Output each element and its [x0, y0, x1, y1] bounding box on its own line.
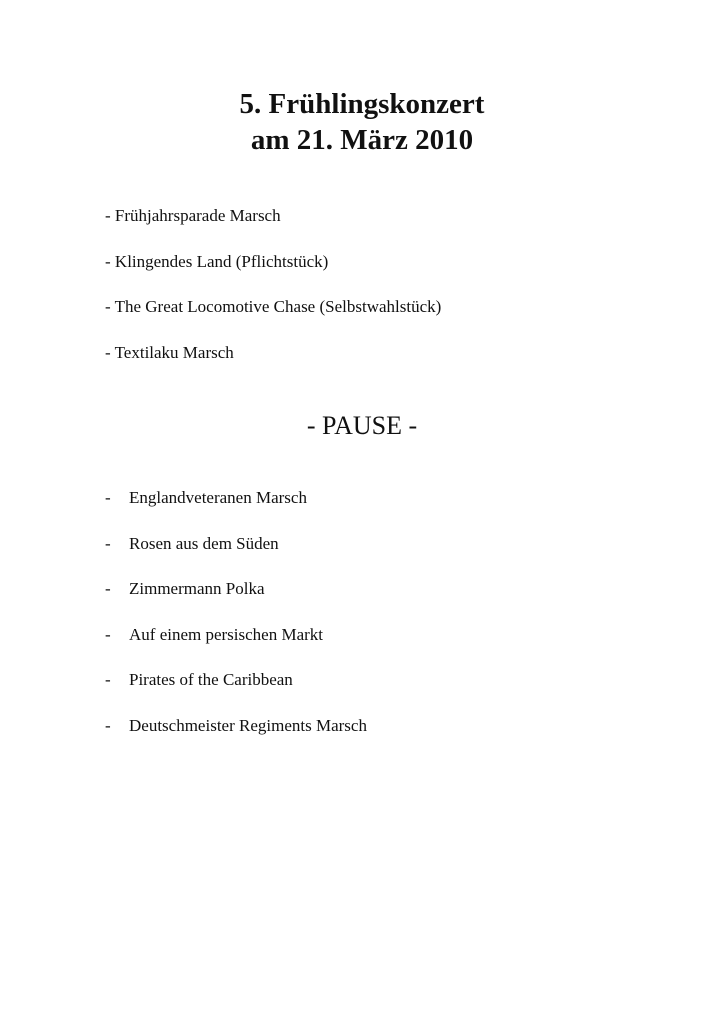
program-item: - Klingendes Land (Pflichtstück) — [105, 251, 329, 271]
program-item-label: Auf einem persischen Markt — [129, 624, 324, 644]
program-item — [105, 578, 367, 624]
title-line-1: 5. Frühlingskonzert — [239, 88, 485, 120]
program-item: - Frühjahrsparade Marsch — [105, 206, 281, 225]
list-dash: - — [105, 488, 111, 507]
list-dash: - — [105, 533, 111, 553]
program-item-label: Englandveteranen Marsch — [129, 488, 307, 507]
program-item: - Textilaku Marsch — [105, 342, 234, 362]
program-item: - The Great Locomotive Chase (Selbstwahlstück) — [105, 297, 442, 316]
program-item — [105, 669, 367, 715]
list-dash: - — [105, 579, 111, 598]
program-item — [105, 533, 367, 579]
program-item-label: Zimmermann Polka — [129, 579, 265, 598]
pause-heading: - PAUSE - — [306, 411, 418, 440]
list-dash: - — [105, 715, 111, 735]
title-line-2: am 21. März 2010 — [250, 124, 474, 156]
program-item-label: Deutschmeister Regiments Marsch — [129, 715, 367, 735]
concert-title — [0, 86, 724, 158]
program-part-2 — [105, 487, 367, 760]
list-dash: - — [105, 670, 111, 689]
program-item-label: Pirates of the Caribbean — [129, 670, 293, 689]
program-item — [105, 715, 367, 761]
list-dash: - — [105, 624, 111, 644]
program-part-1 — [105, 205, 441, 387]
program-item — [105, 487, 367, 533]
program-item-label: Rosen aus dem Süden — [129, 533, 279, 553]
program-item — [105, 624, 367, 670]
